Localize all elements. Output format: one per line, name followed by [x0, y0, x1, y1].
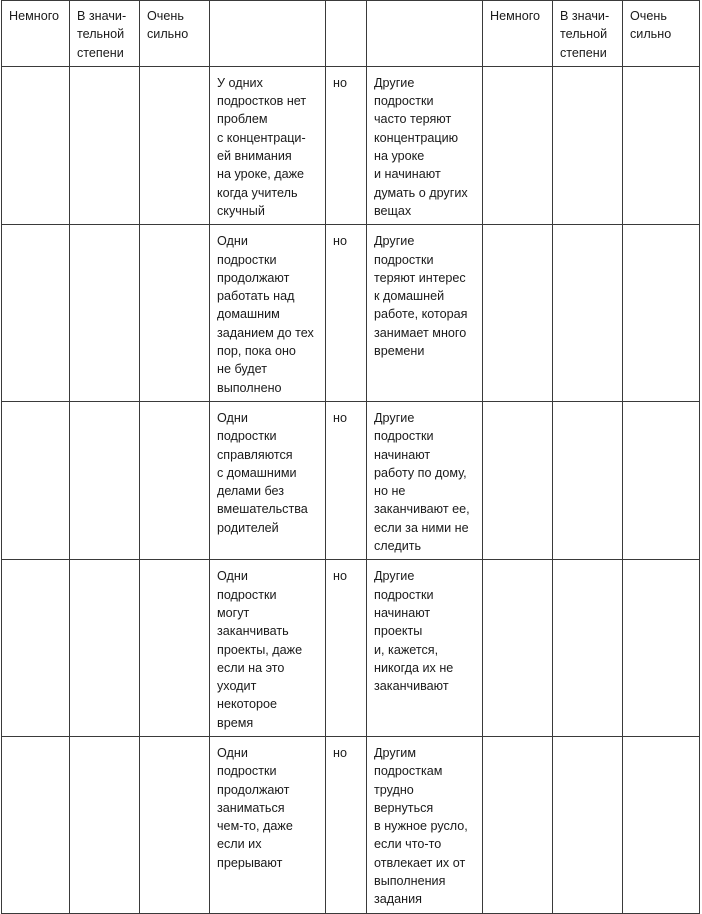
right-statement-text: Другие подростки начинают проекты и, кажется, никогда их не заканчивают [374, 569, 454, 694]
left-statement-text: Одни подростки продолжают заниматься чем-то, даже если их прерывают [217, 745, 293, 870]
connector-text: но [333, 234, 347, 249]
table-row [2, 66, 700, 224]
connector-text: но [333, 745, 347, 760]
right-statement-text: Другим подросткам трудно вернуться в нужное русло, если что-то отвлекает их от выполнения задания [374, 745, 468, 907]
rating-cell-right-very-strongly[interactable] [623, 225, 700, 402]
rating-cell-left-slightly[interactable] [2, 560, 70, 737]
rating-cell-right-very-strongly[interactable] [623, 560, 700, 737]
connector-text: но [333, 569, 347, 584]
header-left-considerably-text: В значи- тельной степени [77, 9, 127, 60]
right-statement-text: Другие подростки часто теряют концентрацию на уроке и начинают думать о других вещах [374, 75, 468, 218]
header-left-very-strongly-text: Очень сильно [147, 9, 189, 42]
rating-cell-left-considerably[interactable] [70, 401, 140, 559]
header-blank-connector [326, 1, 367, 67]
header-row [2, 1, 700, 67]
rating-cell-right-considerably[interactable] [553, 225, 623, 402]
left-statement-text: Одни подростки продолжают работать над домашним заданием до тех пор, пока оно не будет выполнено [217, 234, 314, 395]
header-right-slightly-text: Немного [490, 9, 541, 23]
right-statement [367, 225, 483, 402]
rating-cell-left-very-strongly[interactable] [140, 225, 210, 402]
left-statement-text: У одних подростков нет проблем с концентраци- ей внимания на уроке, даже когда учитель скучный [217, 75, 307, 218]
rating-cell-right-slightly[interactable] [483, 225, 553, 402]
header-left-considerably [70, 1, 140, 67]
rating-cell-left-slightly[interactable] [2, 225, 70, 402]
connector-text: но [333, 410, 347, 425]
rating-cell-left-very-strongly[interactable] [140, 66, 210, 224]
connector [326, 66, 367, 224]
connector [326, 736, 367, 913]
header-right-slightly [483, 1, 553, 67]
rating-cell-right-slightly[interactable] [483, 66, 553, 224]
header-right-considerably-text: В значи- тельной степени [560, 9, 610, 60]
rating-cell-left-considerably[interactable] [70, 560, 140, 737]
rating-cell-right-slightly[interactable] [483, 401, 553, 559]
header-left-slightly [2, 1, 70, 67]
rating-cell-left-very-strongly[interactable] [140, 736, 210, 913]
left-statement-text: Одни подростки могут заканчивать проекты, даже если на это уходит некоторое время [217, 569, 303, 730]
header-right-very-strongly-text: Очень сильно [630, 9, 672, 42]
rating-cell-right-very-strongly[interactable] [623, 66, 700, 224]
header-left-very-strongly [140, 1, 210, 67]
right-statement [367, 401, 483, 559]
rating-cell-right-considerably[interactable] [553, 736, 623, 913]
left-statement-text: Одни подростки справляются с домашними делами без вмешательства родителей [217, 410, 308, 535]
header-right-very-strongly [623, 1, 700, 67]
table-row [2, 560, 700, 737]
left-statement [210, 560, 326, 737]
rating-cell-left-very-strongly[interactable] [140, 560, 210, 737]
rating-cell-left-considerably[interactable] [70, 736, 140, 913]
left-statement [210, 736, 326, 913]
header-blank-right-statement [367, 1, 483, 67]
right-statement-text: Другие подростки начинают работу по дому, но не заканчивают ее, если за ними не следить [374, 410, 470, 554]
left-statement [210, 66, 326, 224]
header-left-slightly-text: Немного [9, 9, 60, 23]
rating-cell-right-considerably[interactable] [553, 560, 623, 737]
left-statement [210, 401, 326, 559]
rating-cell-left-considerably[interactable] [70, 225, 140, 402]
rating-cell-right-slightly[interactable] [483, 560, 553, 737]
rating-cell-right-slightly[interactable] [483, 736, 553, 913]
header-blank-left-statement [210, 1, 326, 67]
right-statement [367, 66, 483, 224]
right-statement [367, 560, 483, 737]
rating-cell-left-very-strongly[interactable] [140, 401, 210, 559]
right-statement-text: Другие подростки теряют интерес к домашней работе, которая занимает много времени [374, 234, 468, 359]
header-right-considerably [553, 1, 623, 67]
rating-cell-right-considerably[interactable] [553, 401, 623, 559]
table-row [2, 401, 700, 559]
rating-cell-right-very-strongly[interactable] [623, 736, 700, 913]
left-statement [210, 225, 326, 402]
rating-cell-left-slightly[interactable] [2, 736, 70, 913]
rating-cell-right-considerably[interactable] [553, 66, 623, 224]
rating-cell-left-considerably[interactable] [70, 66, 140, 224]
connector [326, 401, 367, 559]
rating-scale-table [1, 0, 700, 914]
table-row [2, 736, 700, 913]
right-statement [367, 736, 483, 913]
rating-cell-right-very-strongly[interactable] [623, 401, 700, 559]
table-row [2, 225, 700, 402]
rating-cell-left-slightly[interactable] [2, 66, 70, 224]
connector [326, 560, 367, 737]
connector [326, 225, 367, 402]
connector-text: но [333, 75, 347, 90]
rating-cell-left-slightly[interactable] [2, 401, 70, 559]
